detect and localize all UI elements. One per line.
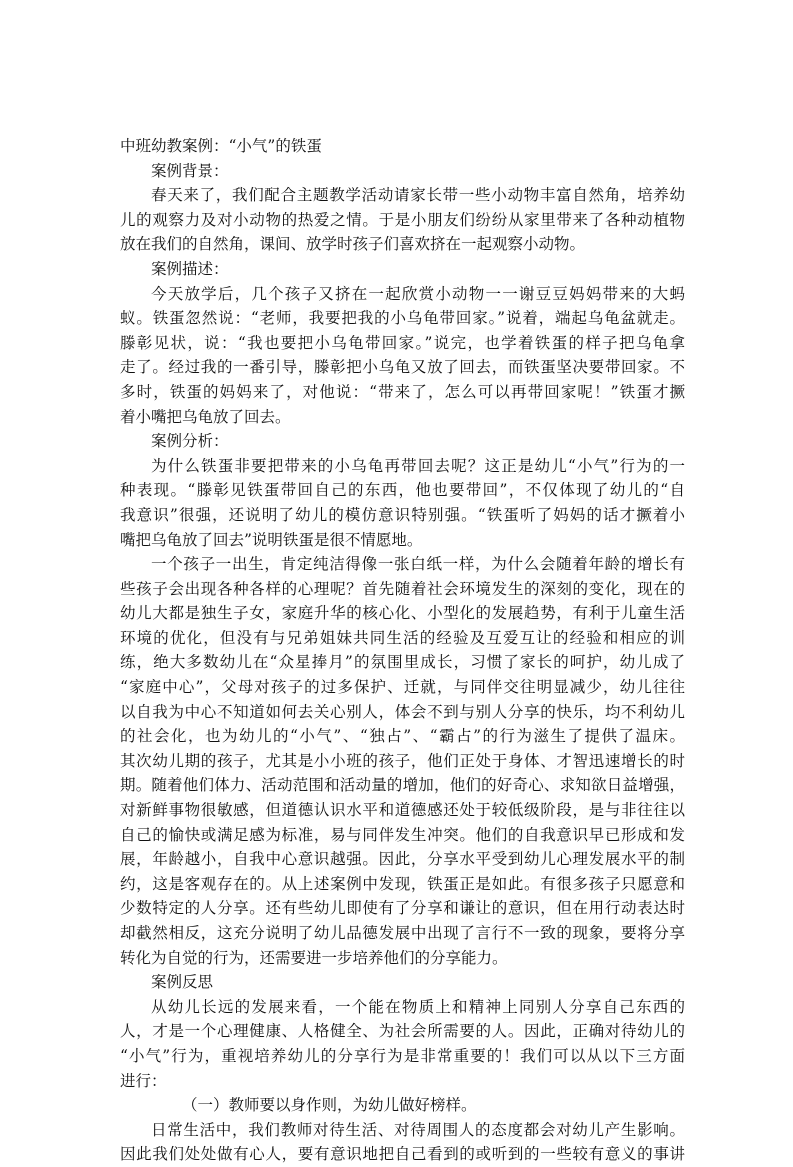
paragraph-line: 幼儿大都是独生子女，家庭升华的核心化、小型化的发展趋势，有利于儿童生活	[120, 604, 685, 623]
paragraph-line: 春天来了，我们配合主题教学活动请家长带一些小动物丰富自然角，培养幼	[151, 186, 685, 205]
paragraph-line: 日常生活中，我们教师对待生活、对待周围人的态度都会对幼儿产生影响。	[151, 1120, 685, 1139]
paragraph-line: 期。随着他们体力、活动范围和活动量的增加，他们的好奇心、求知欲日益增强，	[120, 776, 685, 795]
paragraph-line: 些孩子会出现各种各样的心理呢？首先随着社会环境发生的深刻的变化，现在的	[120, 579, 685, 598]
paragraph-line: 自己的愉快或满足感为标准，易与同伴发生冲突。他们的自我意识早已形成和发	[120, 825, 685, 844]
paragraph-line: 的社会化，也为幼儿的“小气”、“独占”、“霸占”的行为滋生了提供了温床。	[120, 727, 685, 746]
paragraph-line: 放在我们的自然角，课间、放学时孩子们喜欢挤在一起观察小动物。	[120, 235, 586, 254]
paragraph-line: 约，这是客观存在的。从上述案例中发现，铁蛋正是如此。有很多孩子只愿意和	[120, 874, 685, 893]
paragraph-line: 蚁。铁蛋忽然说：“老师，我要把我的小乌龟带回家。”说着，端起乌龟盆就走。	[120, 309, 685, 328]
paragraph-line: 今天放学后，几个孩子又挤在一起欣赏小动物一一谢豆豆妈妈带来的大蚂	[151, 284, 685, 303]
paragraph-line: 因此我们处处做有心人，要有意识地把自己看到的或听到的一些较有意义的事讲	[120, 1145, 685, 1164]
paragraph-line: 其次幼儿期的孩子，尤其是小小班的孩子，他们正处于身体、才智迅速增长的时	[120, 751, 685, 770]
paragraph-line: 环境的优化，但没有与兄弟姐妹共同生活的经验及互爱互让的经验和相应的训	[120, 628, 685, 647]
paragraph-line: 人，才是一个心理健康、人格健全、为社会所需要的人。因此，正确对待幼儿的	[120, 1022, 685, 1041]
section-heading-analysis: 案例分析：	[151, 432, 229, 451]
document-title: 中班幼教案例：“小气”的铁蛋	[120, 137, 322, 155]
paragraph-line: 从幼儿长远的发展来看，一个能在物质上和精神上同别人分享自己东西的	[151, 997, 685, 1016]
paragraph-line: 为什么铁蛋非要把带来的小乌龟再带回去呢？这正是幼儿“小气”行为的一	[151, 456, 685, 475]
paragraph-line: 转化为自觉的行为，还需要进一步培养他们的分享能力。	[120, 948, 508, 967]
paragraph-line: 一个孩子一出生，肯定纯洁得像一张白纸一样，为什么会随着年龄的增长有	[151, 555, 685, 574]
paragraph-line: 着小嘴把乌龟放了回去。	[120, 407, 291, 426]
subsection-heading: （一）教师要以身作则，为幼儿做好榜样。	[182, 1096, 477, 1115]
paragraph-line: 展，年龄越小，自我中心意识越强。因此，分享水平受到幼儿心理发展水平的制	[120, 850, 685, 869]
paragraph-line: 以自我为中心不知道如何去关心别人，体会不到与别人分享的快乐，均不利幼儿	[120, 702, 685, 721]
paragraph-line: 多时，铁蛋的妈妈来了，对他说：“带来了，怎么可以再带回家呢！”铁蛋才撅	[120, 382, 685, 401]
paragraph-line: 练，绝大多数幼儿在“众星捧月”的氛围里成长，习惯了家长的呵护，幼儿成了	[120, 653, 685, 672]
paragraph-line: 我意识”很强，还说明了幼儿的模仿意识特别强。“铁蛋听了妈妈的话才撅着小	[120, 505, 685, 524]
document-body	[120, 134, 685, 1167]
paragraph-line: 走了。经过我的一番引导，滕彰把小乌龟又放了回去，而铁蛋坚决要带回家。不	[120, 358, 685, 377]
paragraph-line: 种表现。“滕彰见铁蛋带回自己的东西，他也要带回”，不仅体现了幼儿的“自	[120, 481, 685, 500]
section-heading-background: 案例背景：	[151, 161, 229, 180]
section-heading-description: 案例描述：	[151, 259, 229, 278]
paragraph-line: 进行：	[120, 1071, 167, 1090]
paragraph-line: 滕彰见状，说：“我也要把小乌龟带回家。”说完，也学着铁蛋的样子把乌龟拿	[120, 333, 685, 352]
paragraph-line: 嘴把乌龟放了回去”说明铁蛋是很不情愿地。	[120, 530, 423, 549]
paragraph-line: 对新鲜事物很敏感，但道德认识水平和道德感还处于较低级阶段，是与非往往以	[120, 801, 685, 820]
paragraph-line: 儿的观察力及对小动物的热爱之情。于是小朋友们纷纷从家里带来了各种动植物	[120, 210, 685, 229]
paragraph-line: “小气”行为，重视培养幼儿的分享行为是非常重要的！我们可以从以下三方面	[120, 1046, 685, 1065]
section-heading-reflection: 案例反思	[151, 973, 214, 992]
paragraph-line: “家庭中心”，父母对孩子的过多保护、迁就，与同伴交往明显减少，幼儿往往	[120, 678, 685, 697]
paragraph-line: 却截然相反，这充分说明了幼儿品德发展中出现了言行不一致的现象，要将分享	[120, 924, 685, 942]
paragraph-line: 少数特定的人分享。还有些幼儿即使有了分享和谦让的意识，但在用行动表达时	[120, 899, 685, 918]
